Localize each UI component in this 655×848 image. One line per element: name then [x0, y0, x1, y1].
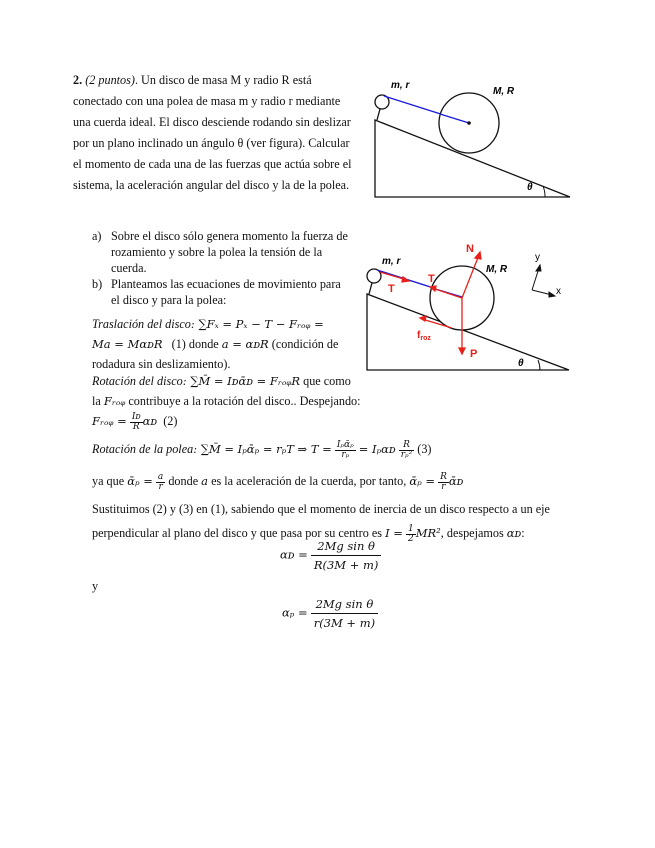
pulley-frac1-num: Iₚᾱₚ: [336, 439, 354, 450]
axis-y-label: y: [535, 252, 540, 263]
friction-label-f: f: [417, 330, 421, 341]
final-result-disk: [280, 539, 381, 573]
pulley-frac2-num: R: [399, 441, 415, 451]
pulley-rotation-eq: : ∑M̄ = Iₚᾱₚ = rₚT ⇒ T =: [193, 442, 332, 456]
eq2-den: R: [132, 421, 140, 432]
y-axis-head: [536, 265, 541, 271]
pulley-rotation-eq2: = Iₚαᴅ: [358, 442, 396, 456]
answer-a-marker: a): [92, 229, 102, 243]
problem-line-5: el momento de cada una de las fuerzas que actúa sobre el: [73, 157, 352, 171]
answer-b-marker: b): [92, 277, 103, 291]
figure-incline-2: [362, 242, 577, 374]
figure-incline-1: [365, 70, 575, 200]
substitution-paragraph: [92, 497, 562, 545]
yaque-den2: r: [441, 481, 446, 492]
friction-head: [420, 316, 426, 321]
final2-fraction: [311, 597, 378, 631]
pulley-fraction-2: [399, 441, 415, 460]
pulley-fraction-1: [335, 441, 356, 460]
yaque-eq3: ᾱₚ =: [409, 474, 436, 488]
problem-number: 2.: [73, 73, 83, 87]
pulley-label-2: m, r: [382, 256, 401, 267]
answer-b-line-2: el disco y para la polea:: [111, 293, 227, 307]
problem-line-2: conectado con una polea de masa m y radio r mediante: [73, 94, 341, 108]
disk-center: [467, 121, 471, 125]
pulley-rotation-label: Rotación de la polea: [92, 442, 194, 456]
answer-a-line-3: cuerda.: [111, 261, 147, 275]
pulley-frac2-den: rₚ²: [400, 449, 413, 460]
problem-line-3: una cuerda ideal. El disco desciende rodando sin deslizar: [73, 115, 351, 129]
normal-label: N: [466, 243, 474, 255]
answer-a-line-1: Sobre el disco sólo genera momento la fuerza de: [111, 229, 348, 243]
translation-text2-line2: (condición de: [271, 337, 339, 351]
rotation-disk-eq: : ∑M̄ = Iᴅᾱᴅ = FᵣₒᵩR: [182, 374, 301, 388]
eq2-tag: (2): [163, 414, 178, 428]
yaque-num: a: [157, 471, 164, 482]
angle-label-2: θ: [518, 358, 524, 369]
subst-line2-eq2: MR²: [415, 526, 441, 540]
yaque-eq4: ᾱᴅ: [448, 474, 464, 488]
axes: [532, 265, 555, 297]
pulley-label: m, r: [391, 80, 410, 91]
pulley-frac1-den: rₚ: [341, 449, 350, 460]
translation-text-line2: (1) donde: [171, 337, 219, 351]
translation-eq2-line2: a = αᴅR: [221, 337, 269, 351]
problem-line-4: por un plano inclinado un ángulo θ (ver figura). Calcular: [73, 136, 350, 150]
answer-a-line-2: rozamiento y sobre la polea la tensión de la: [111, 245, 323, 259]
translation-label: Traslación del disco: [92, 317, 191, 331]
tension-pulley-label: T: [388, 283, 395, 295]
subst-line2-b: , despejamos: [440, 526, 507, 540]
x-axis-head: [549, 292, 555, 297]
pulley-support: [377, 109, 380, 120]
subst-line2-a: perpendicular al plano del disco y que pasa por su centro es: [92, 526, 386, 540]
problem-statement: [73, 70, 363, 196]
yaque-fraction-2: [438, 473, 449, 492]
final1-den: R(3M + m): [313, 558, 379, 573]
eq2-num: Iᴅ: [131, 411, 141, 422]
yaque-num2: R: [440, 471, 447, 482]
axis-x-label: x: [556, 286, 561, 297]
subst-line-1: Sustituimos (2) y (3) en (1), sabiendo que el momento de inercia de un disco respecto a un eje: [92, 502, 550, 516]
rotation-disk-line2-a: la: [92, 394, 104, 408]
rotation-disk-block: [92, 371, 562, 411]
normal-force-head: [475, 252, 481, 259]
disk-label-2: M, R: [486, 264, 508, 275]
angle-label: θ: [527, 182, 533, 193]
eq2-lhs: Fᵣₒᵩ =: [92, 414, 127, 428]
rotation-disk-label: Rotación del disco: [92, 374, 183, 388]
yaque-eq2: a: [201, 474, 209, 488]
eq2-fraction: [130, 413, 143, 432]
weight-label: P: [470, 348, 478, 360]
disk-label: M, R: [493, 86, 515, 97]
translation-block: [92, 314, 357, 374]
yaque-b: donde: [165, 474, 202, 488]
subst-fraction: [406, 525, 416, 544]
yaque-c: es la aceleración de la cuerda, por tanto,: [208, 474, 410, 488]
eq2-rhs: αᴅ: [142, 414, 158, 428]
answer-b-line-1: Planteamos las ecuaciones de movimiento para: [111, 277, 341, 291]
subst-line2-eq: I =: [385, 526, 403, 540]
final-result-pulley: [282, 597, 378, 631]
problem-line-6: sistema, la aceleración angular del disco y la de la polea.: [73, 178, 350, 192]
yaque-fraction: [156, 473, 165, 492]
pulley-rotation: [92, 437, 432, 461]
rotation-disk-text: que como: [300, 374, 351, 388]
final1-fraction: [311, 539, 382, 573]
subst-line2-c: :: [521, 526, 525, 540]
answer-a: [92, 228, 357, 276]
final1-num: 2Mg sin θ: [311, 539, 382, 556]
subst-den: 2: [407, 533, 414, 544]
final2-num: 2Mg sin θ: [311, 597, 378, 614]
weight-head: [459, 348, 465, 354]
translation-eq: : ∑Fₓ = Pₓ − T − Fᵣₒᵩ =: [190, 317, 324, 331]
ya-que-line: [92, 469, 463, 493]
angle-arc-2: [538, 360, 540, 370]
pulley-tag: (3): [417, 442, 432, 456]
problem-line-1: . Un disco de masa M y radio R está: [134, 73, 312, 87]
yaque-a: ya que: [92, 474, 128, 488]
friction-label: [417, 330, 431, 342]
translation-line3: rodadura sin deslizamiento).: [92, 357, 231, 371]
final2-lhs: αₚ =: [282, 605, 308, 620]
tension-disk-label: T: [428, 273, 435, 285]
problem-points: (2 puntos): [85, 73, 135, 87]
final2-den: r(3M + m): [313, 616, 376, 631]
y-connector: y: [92, 579, 99, 593]
rotation-disk-line2-b: contribuye a la rotación del disco.. Despejando:: [125, 394, 361, 408]
yaque-den: r: [158, 481, 163, 492]
subst-num: 1: [407, 523, 414, 534]
translation-eq-line2: Ma = MαᴅR: [92, 337, 163, 351]
friction-label-sub: roz: [420, 335, 431, 342]
equation-2: [92, 409, 177, 433]
answer-b: [92, 276, 357, 308]
subst-line2-eq3: αᴅ: [506, 526, 522, 540]
rotation-disk-line2-eq: Fᵣₒᵩ: [103, 394, 126, 408]
pulley-support-2: [369, 283, 372, 294]
final1-lhs: αᴅ =: [280, 547, 308, 562]
yaque-eq: ᾱₚ =: [127, 474, 153, 488]
